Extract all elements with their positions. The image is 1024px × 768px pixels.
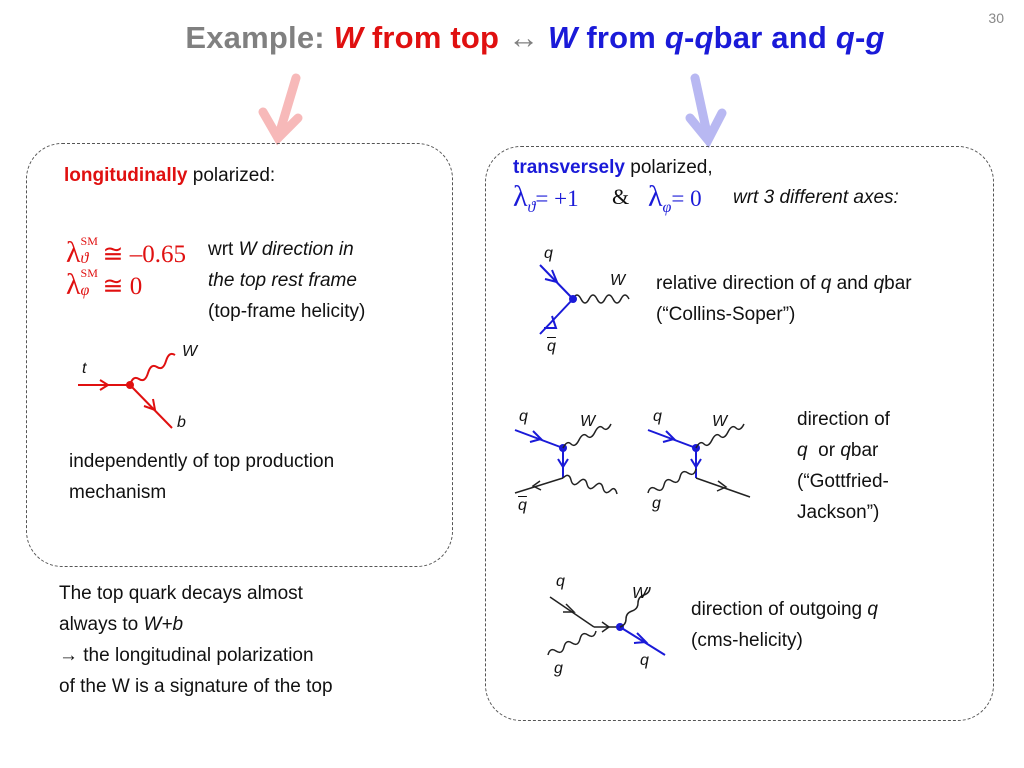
theta-subscript: ϑ — [527, 199, 536, 216]
collins-soper-text — [656, 268, 912, 330]
gj-line1: direction of — [797, 409, 890, 430]
polarized-label-right: polarized, — [624, 157, 713, 178]
gj-a-q-label: q — [519, 408, 528, 425]
note-line1: The top quark decays almost — [59, 583, 303, 604]
gj-a-qbar-label: $\overline{q}$ — [518, 497, 527, 514]
phi-subscript: φ — [662, 199, 672, 216]
gj-line3: (“Gottfried- — [797, 471, 889, 492]
title-w1: W — [333, 20, 364, 55]
cs-text-q: q — [820, 273, 832, 294]
lambda-theta-value: ≅ –0.65 — [102, 241, 186, 268]
theta-subscript: ϑ — [80, 250, 89, 267]
title-bar: bar and — [713, 20, 836, 55]
cms-g-label: g — [554, 660, 563, 677]
gj-b-q-label: q — [653, 408, 662, 425]
lambda-phi-value: ≅ 0 — [102, 273, 143, 300]
title-q3: q — [835, 20, 855, 55]
title-w2: W — [548, 20, 578, 55]
lambda-symbol: λ — [66, 236, 81, 269]
cms-q-out-label: q — [640, 652, 649, 669]
cs-w-label: W — [610, 272, 626, 289]
cms-helicity-name: (cms-helicity) — [691, 630, 803, 651]
gj-q: q — [797, 440, 808, 461]
gj-bar: bar — [850, 440, 879, 461]
independent-line2: mechanism — [69, 482, 167, 503]
transversely-word: transversely — [513, 157, 625, 178]
cms-text-a: direction of outgoing — [691, 599, 868, 620]
collins-soper-name: (“Collins-Soper”) — [656, 304, 796, 325]
b-label: b — [177, 414, 186, 431]
note-line3: the longitudinal polarization — [78, 645, 314, 666]
w-direction-label: W direction in — [238, 239, 354, 260]
title-g: g — [865, 20, 885, 55]
lambda-symbol: λ — [66, 268, 81, 301]
lambda-symbol: λ — [513, 180, 528, 213]
title-mid2: from — [577, 20, 665, 55]
cms-helicity-text — [691, 594, 878, 656]
gj-q2: q — [840, 440, 851, 461]
top-frame-helicity-label: (top-frame helicity) — [208, 301, 366, 322]
title-arrow: ↔ — [508, 20, 540, 55]
cms-w-label: W — [632, 585, 648, 602]
title-dash2: - — [854, 20, 866, 55]
cs-qbar-label: $\overline{q}$ — [547, 338, 556, 355]
longitudinal-word: longitudinally — [64, 165, 188, 186]
gj-a-w-label: W — [580, 413, 596, 430]
gj-line4: Jackson”) — [797, 502, 880, 523]
note-line4: of the W is a signature of the top — [59, 676, 333, 697]
gottfried-jackson-diagram-qqbar — [515, 424, 617, 494]
ampersand: & — [612, 184, 630, 209]
cs-text-and: and — [831, 273, 874, 294]
gottfried-jackson-diagram-qg — [648, 424, 750, 497]
cms-text-q: q — [867, 599, 878, 620]
title-q2: q — [694, 20, 714, 55]
title-q1: q — [664, 20, 684, 55]
title-mid1: from top — [363, 20, 508, 55]
wrt-axes-label: wrt 3 different axes: — [733, 187, 899, 208]
gj-b-g-label: g — [652, 495, 661, 512]
phi-subscript: φ — [80, 282, 90, 299]
title-prefix: Example: — [185, 20, 334, 55]
independent-line1: independently of top production — [69, 451, 335, 472]
gj-or: or — [807, 440, 841, 461]
title-dash1: - — [683, 20, 695, 55]
lambda-symbol: λ — [648, 180, 663, 213]
note-line2b: W+b — [143, 614, 184, 635]
cs-q-label: q — [544, 245, 553, 262]
top-rest-frame-label: the top rest frame — [208, 270, 357, 291]
page-number: 30 — [988, 10, 1004, 26]
gj-b-w-label: W — [712, 413, 728, 430]
cs-text-q2: q — [873, 273, 885, 294]
sm-superscript: SM — [80, 266, 98, 280]
wrt-label: wrt — [208, 239, 239, 260]
gottfried-jackson-text — [797, 404, 890, 528]
w-label: W — [182, 343, 198, 360]
right-arrow-icon: → — [59, 645, 78, 666]
note-line2a: always to — [59, 614, 144, 635]
cms-q-in-label: q — [556, 573, 565, 590]
cms-helicity-diagram — [548, 587, 665, 655]
sm-superscript: SM — [80, 234, 98, 248]
cs-text-bar: bar — [884, 273, 912, 294]
polarized-label: polarized: — [187, 165, 276, 186]
lambda-phi-value: = 0 — [671, 186, 702, 211]
t-label: t — [82, 360, 87, 377]
cs-text-a: relative direction of — [656, 273, 821, 294]
lambda-theta-value: = +1 — [535, 186, 579, 211]
